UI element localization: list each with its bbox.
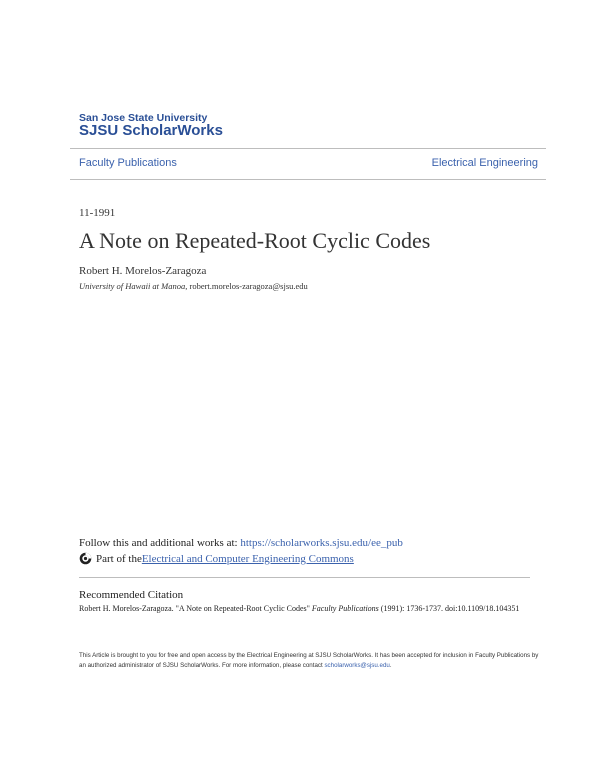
bottom-divider (70, 179, 546, 180)
top-divider (70, 148, 546, 149)
notice-end: . (389, 662, 392, 669)
faculty-publications-link[interactable]: Faculty Publications (79, 157, 177, 169)
repository-name[interactable]: SJSU ScholarWorks (79, 122, 223, 139)
electrical-engineering-link[interactable]: Electrical Engineering (431, 157, 538, 169)
affiliation-name: University of Hawaii at Manoa (79, 281, 186, 291)
part-of-line (79, 552, 354, 565)
commons-network-icon (79, 552, 92, 565)
citation-journal: Faculty Publications (311, 604, 379, 613)
author-name[interactable]: Robert H. Morelos-Zaragoza (79, 265, 207, 277)
follow-url-link[interactable]: https://scholarworks.sjsu.edu/ee_pub (240, 537, 403, 549)
commons-link[interactable]: Electrical and Computer Engineering Commons (141, 552, 354, 565)
citation-prefix: Robert H. Morelos-Zaragoza. "A Note on Repeated-Root Cyclic Codes" (79, 604, 312, 613)
publication-date: 11-1991 (79, 207, 116, 219)
notice-text: This Article is brought to you for free and open access by the Electrical Engineering at SJSU ScholarWorks. It has been accepted for inclusion in Faculty Publications by an authorized administrator of SJSU ScholarWorks. For more information, please contact (79, 652, 539, 669)
citation-suffix: (1991): 1736-1737. doi:10.1109/18.104351 (378, 604, 520, 613)
part-of-text: Part of the (96, 552, 142, 565)
follow-line (79, 537, 403, 549)
article-title: A Note on Repeated-Root Cyclic Codes (79, 228, 431, 253)
author-email: , robert.morelos-zaragoza@sjsu.edu (185, 281, 308, 291)
university-name: San Jose State University (79, 112, 208, 124)
access-notice (79, 651, 539, 671)
recommended-citation-heading: Recommended Citation (79, 589, 184, 601)
contact-email-link[interactable]: scholarworks@sjsu.edu (324, 662, 390, 669)
citation-text (79, 603, 524, 614)
follow-text: Follow this and additional works at: (79, 537, 241, 549)
citation-divider (79, 577, 530, 578)
author-affiliation (79, 281, 308, 291)
